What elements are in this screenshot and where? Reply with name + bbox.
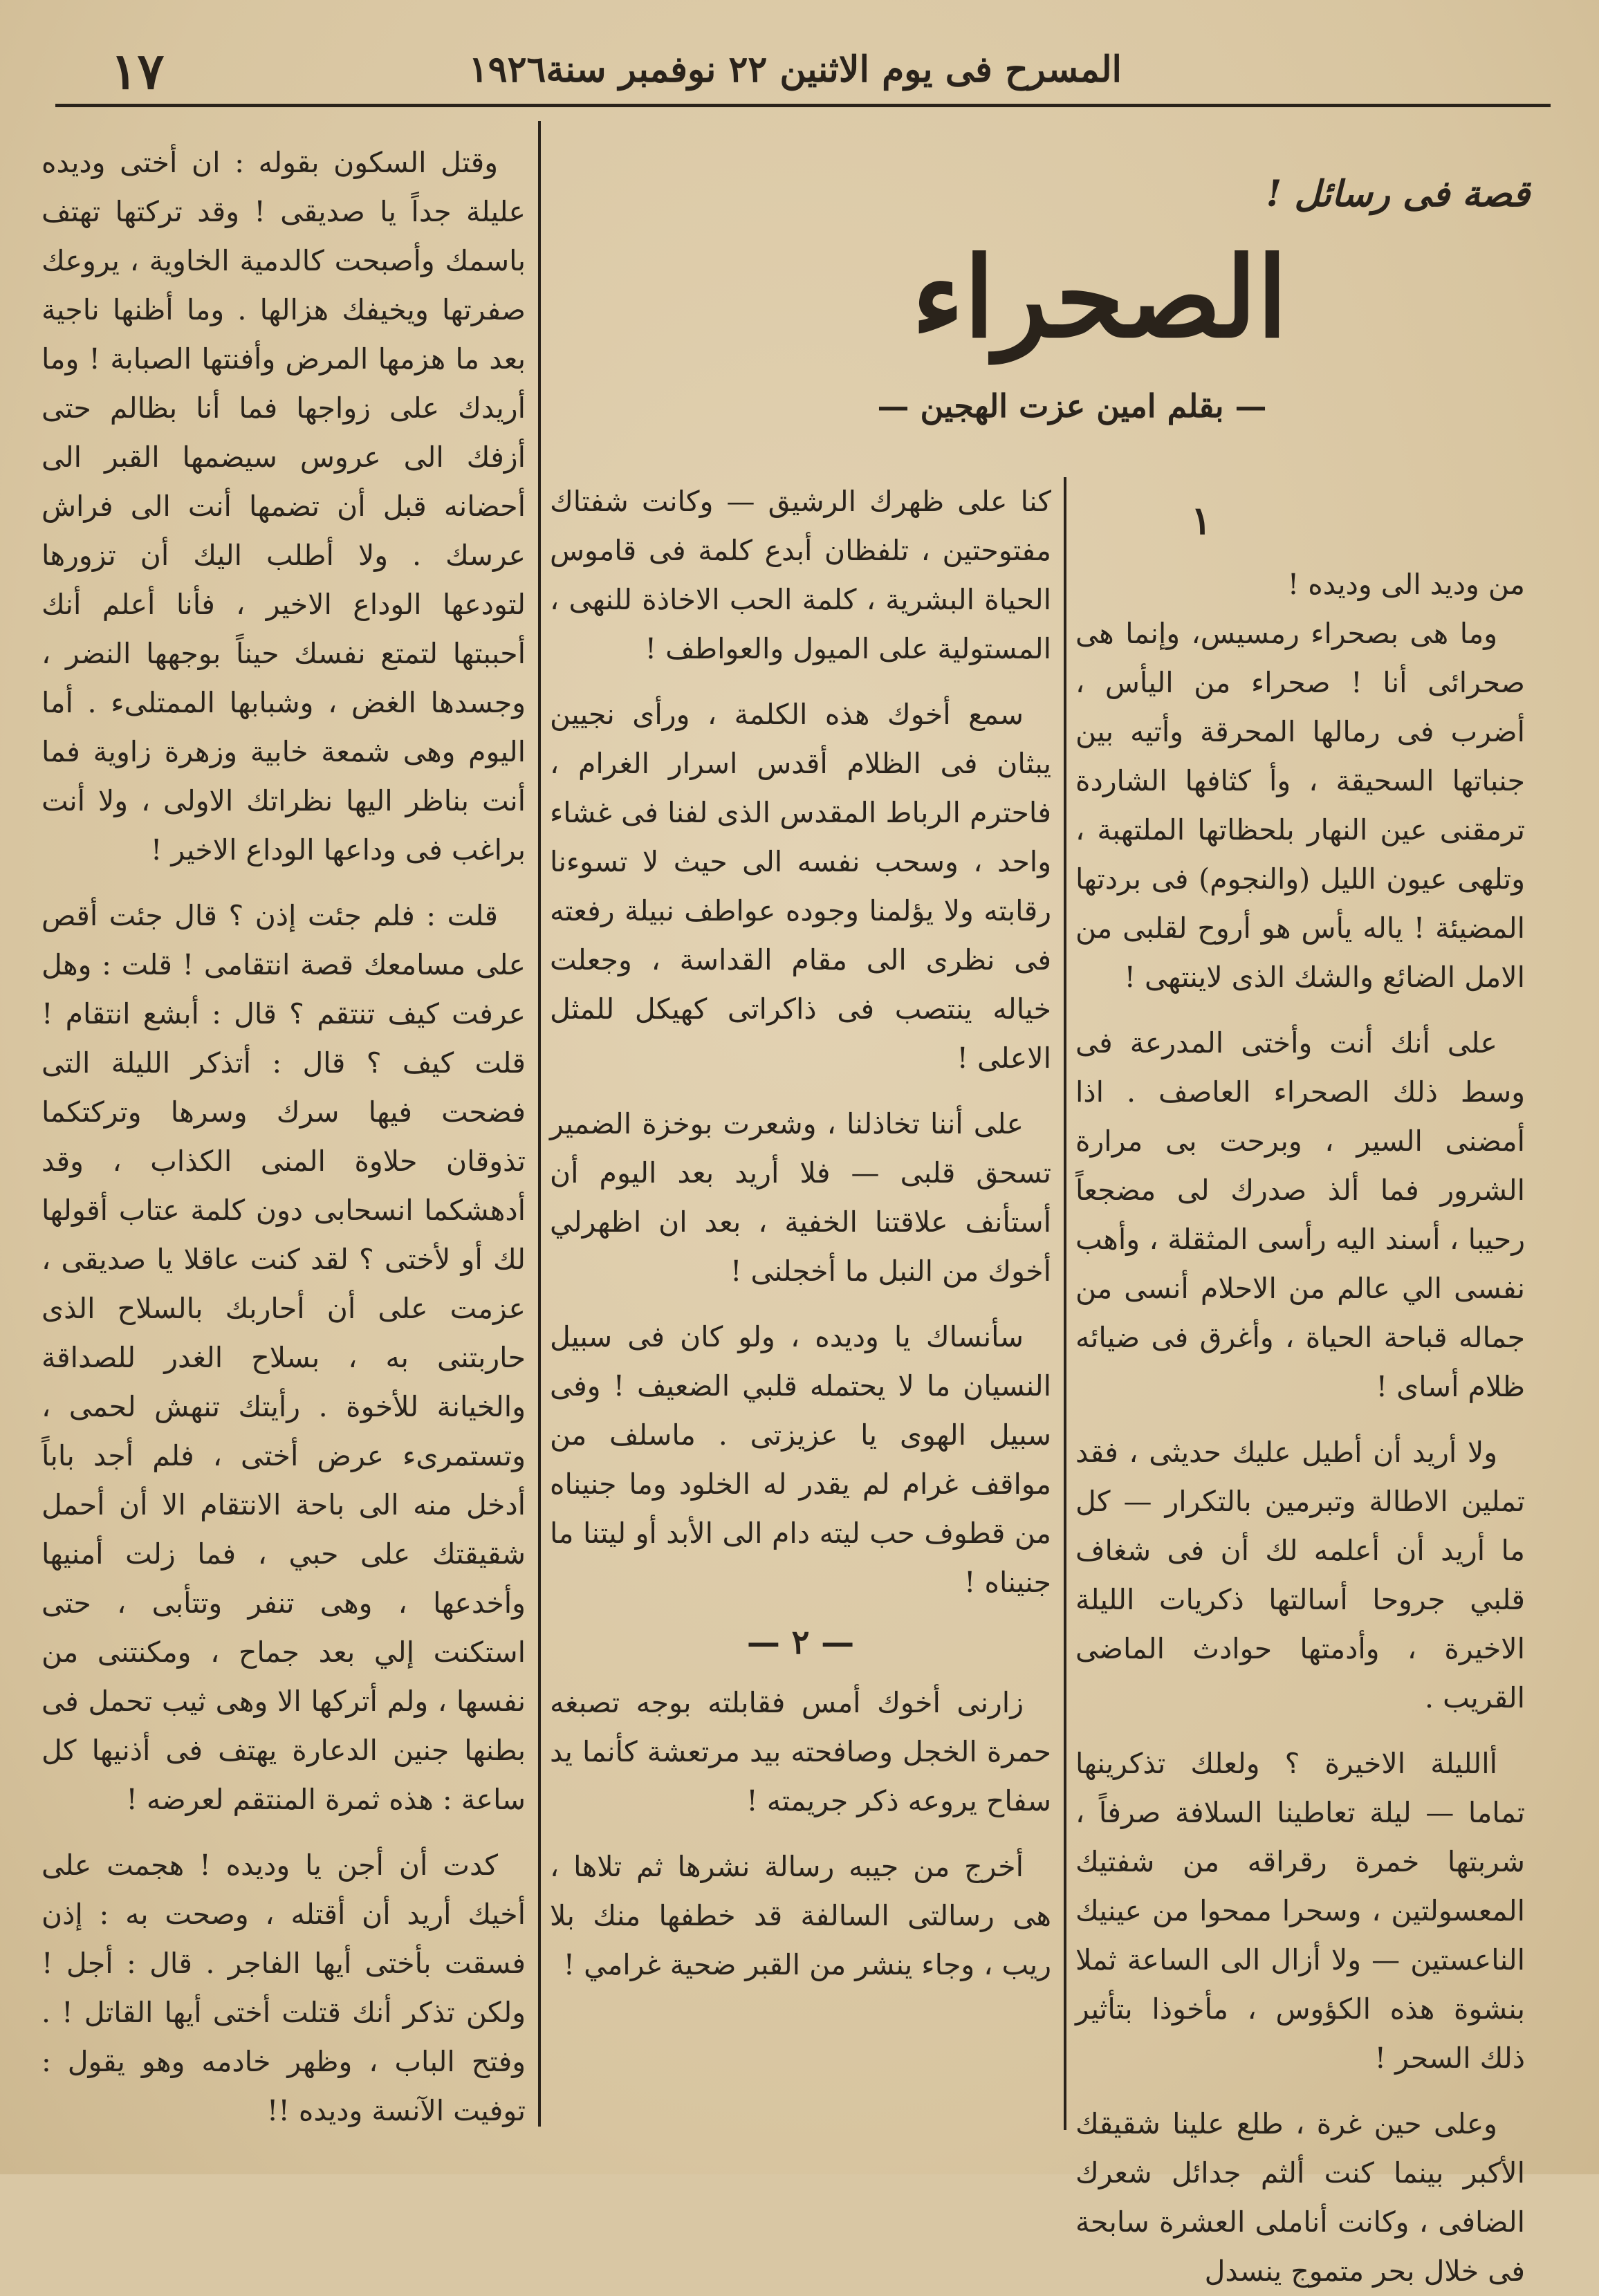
paragraph: كدت أن أجن يا وديده ! هجمت على أخيك أريد أن أقتله ، وصحت به : إذن فسقت بأختى أيها الفاجر . قال : أجل ! ولكن تذكر أنك قتلت أختى أيها القاتل ! . وفتح الباب ، وظهر خادمه وهو يقول : توفيت الآنسة وديده !! <box>41 1849 526 2127</box>
paragraph: وقتل السكون بقوله : ان أختى وديده عليلة جداً يا صديقى ! وقد تركتها تهتف باسمك وأصبحت كالدمية الخاوية ، يروعك صفرتها ويخيفك هزالها . وما أظنها ناجية بعد ما هزمها المرض وأفنتها الصبابة ! وما أريدك على زواجها فما أنا بظالم حتى أزفك الى عروس سيضمها القبر الى أحضانه قبل أن تضمها أنت الى فراش عرسك . ولا أطلب اليك أن تزورها لتودعها الوداع الاخير ، فأنا أعلم أنك أحببتها لتمتع نفسك حيناً بوجهها النضر ، وجسدها الغض ، وشبابها الممتلىء . أما اليوم وهى شمعة خابية وزهرة زاوية فما أنت بناظر اليها نظراتك الاولى ، ولا أنت براغب فى وداعها الوداع الاخير ! <box>41 146 526 867</box>
paragraph: سأنساك يا وديده ، ولو كان فى سبيل النسيان ما لا يحتمله قلبي الضعيف ! وفى سبيل الهوى يا عزيزتى . ماسلف من مواقف غرام لم يقدر له الخلود وما جنيناه من قطوف حب ليته دام الى الأبد أو ليتنا ما جنيناه ! <box>550 1320 1051 1599</box>
paragraph: أخرج من جيبه رسالة نشرها ثم تلاها ، هى رسالتى السالفة قد خطفها منك بلا ريب ، وجاء ينشر من القبر ضحية غرامي ! <box>550 1850 1051 1981</box>
paragraph: ولا أريد أن أطيل عليك حديثى ، فقد تملين الاطالة وتبرمين بالتكرار — كل ما أريد أن أعلمه لك أن فى شغاف قلبي جروحا أسالتها ذكريات الليلة الاخيرة ، وأدمتها حوادث الماضى القريب . <box>1075 1436 1525 1714</box>
section-number-1: ١ <box>1190 498 1212 544</box>
header-title: المسرح فى يوم الاثنين ٢٢ نوفمبر سنة١٩٢٦ <box>468 48 1122 91</box>
column-rule-right <box>1064 477 1066 2130</box>
column-rule-left <box>538 121 541 2127</box>
article-kicker: قصة فى رسائل ! <box>1266 173 1530 215</box>
paragraph: من وديد الى وديده ! <box>1287 568 1525 601</box>
paragraph: على أننا تخاذلنا ، وشعرت بوخزة الضمير تسحق قلبى — فلا أريد بعد اليوم أن أستأنف علاقتنا الخفية ، بعد ان اظهرلي أخوك من النبل ما أخجلنى ! <box>550 1107 1051 1288</box>
paragraph: أالليلة الاخيرة ؟ ولعلك تذكرينها تماما — ليلة تعاطينا السلافة صرفاً ، شربتها خمرة رقراقه من شفتيك المعسولتين ، وسحرا ممحوا من عينيك الناعستين — ولا أزال الى الساعة ثملا بنشوة هذه الكؤوس ، مأخوذا بتأثير ذلك السحر ! <box>1075 1747 1525 2075</box>
paragraph: قلت : فلم جئت إذن ؟ قال جئت أقص على مسامعك قصة انتقامى ! قلت : وهل عرفت كيف تنتقم ؟ قال : أبشع انتقام ! قلت كيف ؟ قال : أتذكر الليلة التى فضحت فيها سرك وسرها وتركتكما تذوقان حلاوة المنى الكذاب ، وقد أدهشكما انسحابى دون كلمة عتاب أقولها لك أو لأختى ؟ لقد كنت عاقلا يا صديقى ، عزمت على أن أحاربك بالسلاح الذى حاربتنى به ، بسلاح الغدر للصداقة والخيانة للأخوة . رأيتك تنهش لحمى ، وتستمرىء عرض أختى ، فلم أجد باباً أدخل منه الى باحة الانتقام الا أن أحمل شقيقتك على حبي ، فما زلت أمنيها وأخدعها ، وهى تنفر وتتأبى ، حتى استكنت إلي بعد جماح ، ومكنتنى من نفسها ، ولم أتركها الا وهى ثيب تحمل فى بطنها جنين الدعارة يهتف فى أذنيها كل ساعة : هذه ثمرة المنتقم لعرضه ! <box>41 899 526 1816</box>
page-header <box>55 41 1551 107</box>
paragraph: كنا على ظهرك الرشيق — وكانت شفتاك مفتوحتين ، تلفظان أبدع كلمة فى قاموس الحياة البشرية ، كلمة الحب الاخاذة للنهى ، المستولية على الميول والعواطف ! <box>550 485 1051 665</box>
article-byline: — بقلم امين عزت الهجين — <box>877 387 1267 425</box>
section-number-2: — ٢ — <box>746 1623 855 1662</box>
paragraph: زارنى أخوك أمس فقابلته بوجه تصبغه حمرة الخجل وصافحته بيد مرتعشة كأنما يد سفاح يروعه ذكر جريمته ! <box>550 1686 1051 1817</box>
page-number: ١٧ <box>111 41 165 100</box>
article-title: الصحراء <box>912 232 1288 362</box>
paragraph: سمع أخوك هذه الكلمة ، ورأى نجيين يبثان فى الظلام أقدس اسرار الغرام ، فاحترم الرباط المقدس الذى لفنا فى غشاء واحد ، وسحب نفسه الى حيث لا تسوءنا رقابته ولا يؤلمنا وجوده عواطف نبيلة رفعته فى نظرى الى مقام القداسة ، وجعلت خياله ينتصب فى ذاكراتى كهيكل للمثل الاعلى ! <box>550 698 1051 1075</box>
paragraph: على أنك أنت وأختى المدرعة فى وسط ذلك الصحراء العاصف . اذا أمضنى السير ، وبرحت بى مرارة الشرور فما ألذ صدرك لى مضجعاً رحيبا ، أسند اليه رأسى المثقلة ، وأهب نفسى الي عالم من الاحلام أنسى من جماله قباحة الحياة ، وأغرق فى ضيائه ظلام أساى ! <box>1075 1026 1525 1403</box>
column-middle <box>550 477 1051 2137</box>
paragraph: وما هى بصحراء رمسيس، وإنما هى صحرائى أنا ! صحراء من اليأس ، أضرب فى رمالها المحرقة وأتيه بين جنباتها السحيقة ، وأ كثافها الشاردة ترمقنى عين النهار بلحظاتها الملتهبة ، وتلهى عيون الليل (والنجوم) فى بردتها المضيئة ! ياله يأس هو أروح لقلبى من الامل الضائع والشك الذى لاينتهى ! <box>1075 617 1525 994</box>
column-right <box>1075 560 1525 2288</box>
paragraph: وعلى حين غرة ، طلع علينا شقيقك الأكبر بينما كنت ألثم جدائل شعرك الضافى ، وكانت أناملى العشرة سابحة فى خلال بحر متموج ينسدل <box>1075 2107 1525 2288</box>
column-left <box>41 138 526 2144</box>
